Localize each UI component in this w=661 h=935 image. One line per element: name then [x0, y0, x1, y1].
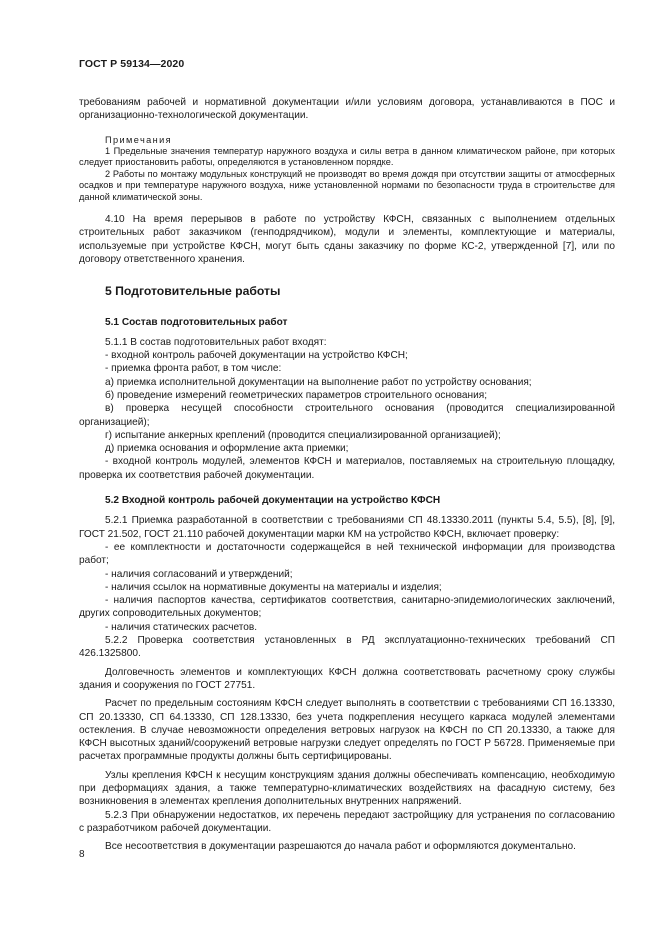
page-content — [79, 96, 615, 854]
paragraph-5-2-1: 5.2.1 Приемка разработанной в соответствии с требованиями СП 48.13330.2011 (пункты 5.4, 5.5), [8], [9], ГОСТ 21.502, ГОСТ 21.110 рабочей документации марки КМ на устройство КФСН, включает проверку: — [79, 515, 615, 540]
list-item: г) испытание анкерных креплений (проводится специализированной организацией); — [105, 429, 501, 441]
list-item: - наличия статических расчетов. — [105, 621, 258, 633]
paragraph-5-1-1: 5.1.1 В состав подготовительных работ входят: — [105, 336, 327, 348]
list-item: - наличия паспортов качества, сертификатов соответствия, санитарно-эпидемиологических заключений, других сопроводительных документов; — [79, 595, 615, 620]
list-item: - входной контроль рабочей документации на устройство КФСН; — [105, 350, 408, 362]
page-number: 8 — [79, 849, 85, 860]
list-item: а) приемка исполнительной документации на выполнение работ по устройству основания; — [105, 376, 532, 388]
note-1: 1 Предельные значения температур наружного воздуха и силы ветра в данном климатическом районе, при которых следует приостановить работы, определяются в установленном порядке. — [79, 146, 615, 168]
paragraph-4-10: 4.10 На время перерывов в работе по устройству КФСН, связанных с выполнением отдельных строительных работ заказчиком (генподрядчиком), модули и элементы, комплектующие и материалы, используемые при устройстве КФСН, могут быть сданы заказчику по форме КС-2, утвержденной [7], или по договору ответственного хранения. — [79, 214, 615, 265]
list-item: б) проведение измерений геометрических параметров строительного основания; — [105, 390, 487, 401]
list-item: - ее комплектности и достаточности содержащейся в ней технической информации для производства работ; — [79, 541, 615, 567]
paragraph-calculation: Расчет по предельным состояниям КФСН следует выполнять в соответствии с требованиями СП 16.13330, СП 20.13330, СП 64.13330, СП 128.13330, без учета подкрепления несущего каркаса модулей элементами остекления. В случае невозможности определения ветровых нагрузок на КФСН по СП 20.13330, а также для КФСН высотных зданий/сооружений ветровые нагрузки следует определять по ГОСТ Р 56728. Применяемые при расчетах программные продукты должны быть сертифицированы. — [79, 698, 615, 763]
paragraph-5-2-3: 5.2.3 При обнаружении недостатков, их перечень передают застройщику для устранения по согласованию с разработчиком рабочей документации. — [79, 809, 615, 834]
note-2: 2 Работы по монтажу модульных конструкций не производят во время дождя при отсутствии защиты от атмосферных осадков и при температуре наружного воздуха, ниже установленной нормами по безопасности труда в строительстве для данной климатической зоны. — [79, 168, 615, 202]
notes-title: Примечания — [105, 134, 173, 145]
paragraph-final: Все несоответствия в документации разрешаются до начала работ и оформляются документально. — [105, 841, 576, 853]
subsection-5-1-title: 5.1 Состав подготовительных работ — [105, 316, 288, 328]
standard-header: ГОСТ Р 59134—2020 — [79, 58, 185, 70]
list-item: - наличия ссылок на нормативные документы на материалы и изделия; — [105, 581, 442, 593]
subsection-5-2-title: 5.2 Входной контроль рабочей документации на устройство КФСН — [105, 495, 441, 507]
list-item: д) приемка основания и оформление акта приемки; — [105, 443, 349, 455]
paragraph-fastening-nodes: Узлы крепления КФСН к несущим конструкциям здания должны обеспечивать компенсацию, необходимую при деформациях здания, а также температурно-климатических воздействиях на фасадную систему, без возникновения в элементах крепления дополнительных внутренних напряжений. — [79, 769, 615, 808]
list-item: - входной контроль модулей, элементов КФСН и материалов, поставляемых на строительную площадку, проверка их соответствия рабочей документации. — [79, 456, 615, 481]
list-item: - приемка фронта работ, в том числе: — [105, 363, 282, 375]
list-item: - наличия согласований и утверждений; — [105, 568, 293, 580]
paragraph-5-2-2: 5.2.2 Проверка соответствия установленных в РД эксплуатационно-технических требований СП 426.1325800. — [79, 635, 615, 660]
paragraph-durability: Долговечность элементов и комплектующих КФСН должна соответствовать расчетному сроку службы здания и сооружения по ГОСТ 27751. — [79, 666, 615, 691]
paragraph-continuation: требованиям рабочей и нормативной документации и/или условиям договора, устанавливаются в ПОС и организационно-технологической документации. — [79, 97, 615, 122]
section-5-title: 5 Подготовительные работы — [105, 284, 281, 299]
notes-block — [79, 135, 615, 203]
list-item: в) проверка несущей способности строительного основания (проводится специализированной организацией); — [79, 403, 615, 428]
